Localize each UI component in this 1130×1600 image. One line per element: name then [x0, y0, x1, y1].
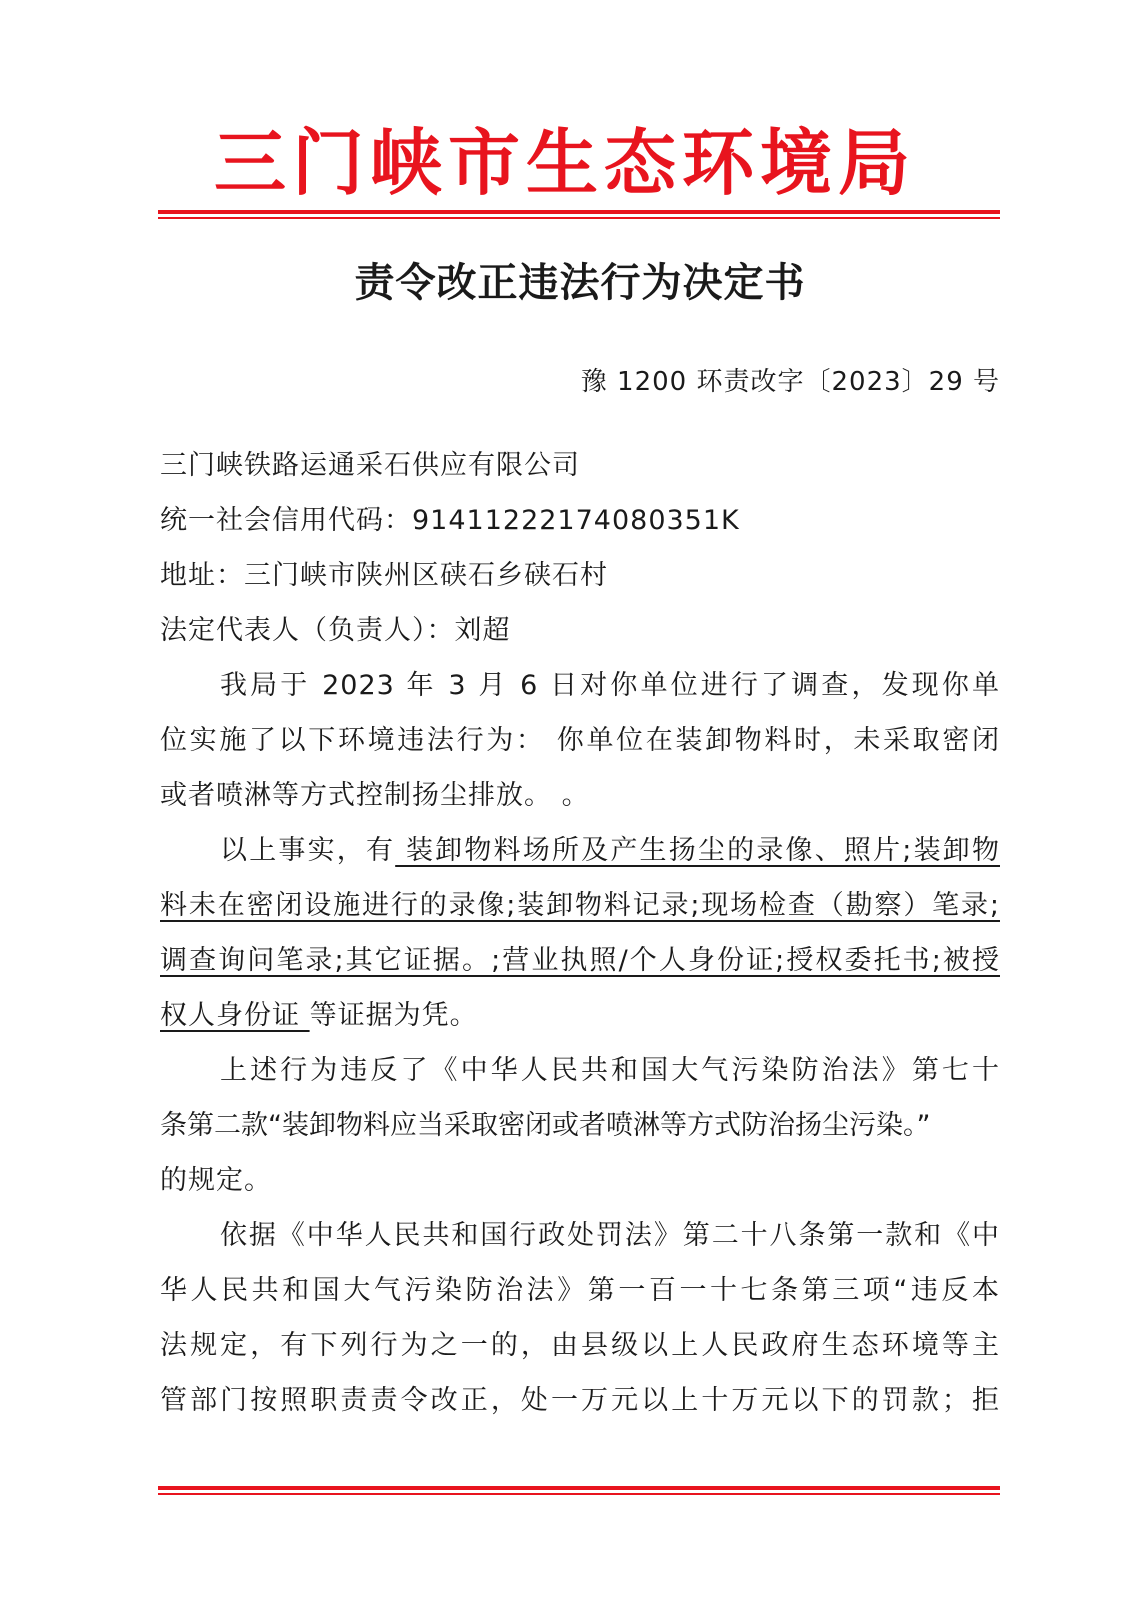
- paragraph-legal-basis-line: 法规定，有下列行为之一的，由县级以上人民政府生态环境等主: [160, 1330, 1000, 1361]
- paragraph-evidence-line: [160, 878, 1000, 933]
- evidence-list: 装卸物料场所及产生扬尘的录像、照片;装卸物: [395, 835, 1000, 866]
- party-name: 三门峡铁路运通采石供应有限公司: [160, 450, 580, 481]
- paragraph-legal-basis-line: 依据《中华人民共和国行政处罚法》第二十八条第一款和《中: [220, 1220, 1000, 1251]
- paragraph-legal-basis-line: 华人民共和国大气污染防治法》第一百一十七条第三项“违反本: [160, 1275, 1000, 1306]
- party-address: 地址：三门峡市陕州区硖石乡硖石村: [160, 560, 608, 591]
- agency-name: 三门峡市生态环境局: [213, 120, 916, 205]
- paragraph-investigation-line: 我局于 2023 年 3 月 6 日对你单位进行了调查，发现你单: [220, 670, 1000, 701]
- paragraph-evidence-line: [160, 933, 1000, 988]
- paragraph-violation-line: 条第二款“装卸物料应当采取密闭或者喷淋等方式防治扬尘污染。”: [160, 1110, 931, 1141]
- header-double-rule: [158, 210, 1000, 219]
- document-number: 豫 1200 环责改字〔2023〕29 号: [580, 367, 1000, 397]
- footer-double-rule: [158, 1486, 1000, 1495]
- party-legal-representative: 法定代表人（负责人）：刘超: [160, 615, 511, 646]
- evidence-lead: 以上事实，有: [220, 835, 396, 866]
- evidence-list: 权人身份证: [160, 1000, 310, 1031]
- paragraph-investigation-line: 位实施了以下环境违法行为： 你单位在装卸物料时，未采取密闭: [160, 725, 1000, 756]
- paragraph-violation-line: 上述行为违反了《中华人民共和国大气污染防治法》第七十: [220, 1055, 1000, 1086]
- evidence-tail: 等证据为凭。: [309, 1000, 478, 1031]
- evidence-list: 料未在密闭设施进行的录像;装卸物料记录;现场检查（勘察）笔录;: [160, 890, 1000, 921]
- paragraph-investigation-line: 或者喷淋等方式控制扬尘排放。 。: [160, 780, 590, 811]
- paragraph-evidence-line: [160, 988, 1000, 1043]
- document-title: 责令改正违法行为决定书: [354, 259, 806, 306]
- paragraph-evidence-line: [160, 823, 1000, 878]
- party-credit-code: 统一社会信用代码：91411222174080351K: [160, 505, 740, 536]
- paragraph-violation-line: 的规定。: [160, 1165, 272, 1196]
- paragraph-legal-basis-line: 管部门按照职责责令改正，处一万元以上十万元以下的罚款；拒: [160, 1385, 1000, 1416]
- evidence-list: 调查询问笔录;其它证据。;营业执照/个人身份证;授权委托书;被授: [160, 945, 1000, 976]
